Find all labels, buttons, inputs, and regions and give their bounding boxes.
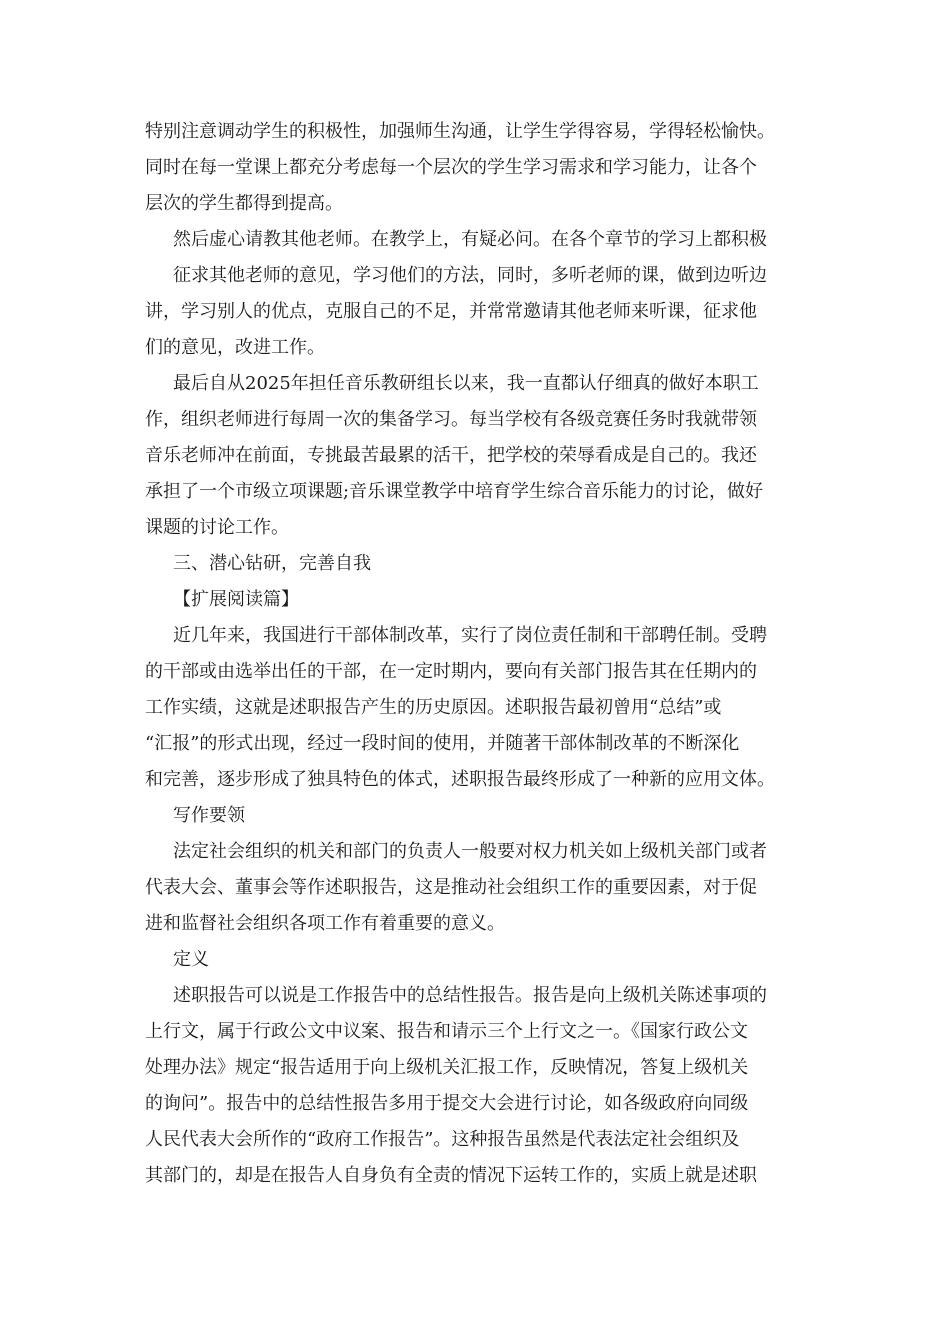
paragraph-line: 处理办法》规定“报告适用于向上级机关汇报工作，反映情况，答复上级机关 bbox=[145, 1057, 749, 1078]
paragraph-line: 述职报告可以说是工作报告中的总结性报告。报告是向上级机关陈述事项的 bbox=[173, 985, 767, 1006]
paragraph-line: 讲，学习别人的优点，克服自己的不足，并常常邀请其他老师来听课，征求他 bbox=[145, 301, 757, 322]
paragraph-line: 和完善，逐步形成了独具特色的体式，述职报告最终形成了一种新的应用文体。 bbox=[145, 769, 775, 790]
section-heading: 三、潜心钻研，完善自我 bbox=[173, 553, 371, 574]
paragraph-line: 作，组织老师进行每周一次的集备学习。每当学校有各级竞赛任务时我就带领 bbox=[145, 409, 757, 430]
paragraph-line: 的干部或由选举出任的干部，在一定时期内，要向有关部门报告其在任期内的 bbox=[145, 661, 757, 682]
paragraph-line: 近几年来，我国进行干部体制改革，实行了岗位责任制和干部聘任制。受聘 bbox=[173, 625, 767, 646]
paragraph-line: 课题的讨论工作。 bbox=[145, 517, 289, 538]
paragraph-line: 特别注意调动学生的积极性，加强师生沟通，让学生学得容易，学得轻松愉快。 bbox=[145, 121, 775, 142]
paragraph-line: 们的意见，改进工作。 bbox=[145, 337, 325, 358]
paragraph-line: 法定社会组织的机关和部门的负责人一般要对权力机关如上级机关部门或者 bbox=[173, 841, 767, 862]
paragraph-line: 其部门的，却是在报告人自身负有全责的情况下运转工作的，实质上就是述职 bbox=[145, 1165, 757, 1186]
paragraph-line: 进和监督社会组织各项工作有着重要的意义。 bbox=[145, 913, 505, 934]
paragraph-line: 工作实绩，这就是述职报告产生的历史原因。述职报告最初曾用“总结”或 bbox=[145, 697, 722, 718]
section-heading: 写作要领 bbox=[173, 805, 245, 826]
paragraph-line: 音乐老师冲在前面，专挑最苦最累的活干，把学校的荣辱看成是自己的。我还 bbox=[145, 445, 757, 466]
paragraph-line: 层次的学生都得到提高。 bbox=[145, 193, 343, 214]
section-heading: 定义 bbox=[173, 949, 209, 970]
paragraph-line: 代表大会、董事会等作述职报告，这是推动社会组织工作的重要因素，对于促 bbox=[145, 877, 757, 898]
paragraph-line: 然后虚心请教其他老师。在教学上，有疑必问。在各个章节的学习上都积极 bbox=[173, 229, 767, 250]
paragraph-line: 人民代表大会所作的“政府工作报告”。这种报告虽然是代表法定社会组织及 bbox=[145, 1129, 740, 1150]
paragraph-line: 最后自从2025年担任音乐教研组长以来，我一直都认仔细真的做好本职工 bbox=[173, 373, 759, 394]
paragraph-line: 的询问”。报告中的总结性报告多用于提交大会进行讨论，如各级政府向同级 bbox=[145, 1093, 749, 1114]
paragraph-line: 承担了一个市级立项课题;音乐课堂教学中培育学生综合音乐能力的讨论，做好 bbox=[145, 481, 764, 502]
paragraph-line: “汇报”的形式出现，经过一段时间的使用，并随著干部体制改革的不断深化 bbox=[145, 733, 740, 754]
paragraph-line: 征求其他老师的意见，学习他们的方法，同时，多听老师的课，做到边听边 bbox=[173, 265, 767, 286]
paragraph-line: 同时在每一堂课上都充分考虑每一个层次的学生学习需求和学习能力，让各个 bbox=[145, 157, 757, 178]
section-heading: 【扩展阅读篇】 bbox=[173, 589, 299, 610]
paragraph-line: 上行文，属于行政公文中议案、报告和请示三个上行文之一。《国家行政公文 bbox=[145, 1021, 748, 1042]
